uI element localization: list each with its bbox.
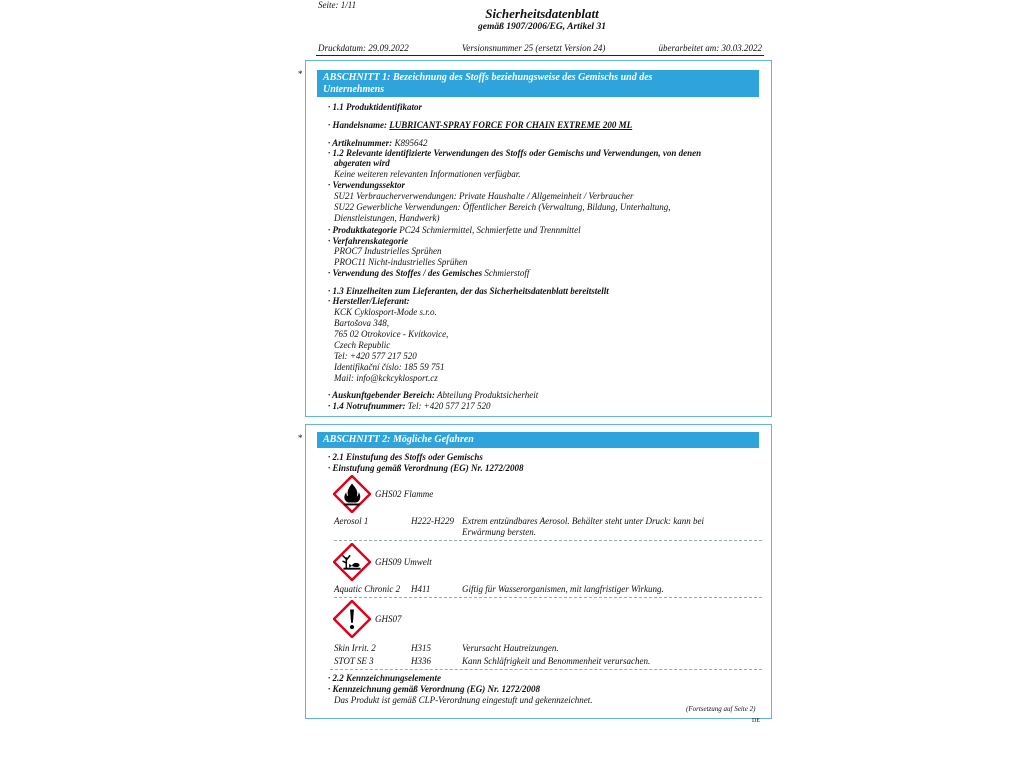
section-1-heading-line1: ABSCHNITT 1: Bezeichnung des Stoffs beziehungsweise des Gemischs und des	[323, 72, 653, 83]
aerosol-class: Aerosol 1	[334, 516, 369, 526]
trade-name-row	[328, 120, 632, 131]
use-value: Schmierstoff	[484, 268, 530, 278]
ghs02-label: GHS02 Flamme	[375, 489, 434, 499]
divider	[330, 669, 762, 670]
su22-line1: SU22 Gewerbliche Verwendungen: Öffentlicher Bereich (Verwaltung, Bildung, Unterhaltung,	[334, 202, 671, 212]
subsection-1-2-line1: · 1.2 Relevante identifizierte Verwendungen des Stoffs oder Gemischs und Verwendungen, von denen	[328, 148, 702, 158]
section-2-heading: ABSCHNITT 2: Mögliche Gefahren	[317, 432, 759, 448]
supplier-street: Bartošova 348,	[334, 318, 389, 328]
process-category-label: · Verfahrenskategorie	[328, 236, 409, 246]
subsection-2-1: · 2.1 Einstufung des Stoffs oder Gemischs	[328, 452, 483, 462]
product-category-value: PC24 Schmiermittel, Schmierfette und Trennmittel	[399, 225, 581, 235]
continued-note: (Fortsetzung auf Seite 2)	[686, 705, 756, 713]
version-number: Versionsnummer 25 (ersetzt Version 24)	[461, 43, 606, 53]
manufacturer-label: · Hersteller/Lieferant:	[328, 296, 410, 306]
use-label: · Verwendung des Stoffes / des Gemisches	[328, 268, 483, 278]
page-number: Seite: 1/11	[318, 0, 357, 10]
info-dept-row	[328, 390, 538, 401]
divider	[334, 597, 762, 598]
print-date: Druckdatum: 29.09.2022	[318, 43, 409, 53]
document-meta	[318, 43, 762, 54]
article-number-label: · Artikelnummer:	[328, 138, 393, 148]
section-1-heading-line2: Unternehmens	[323, 83, 385, 95]
skin-class: Skin Irrit. 2	[334, 643, 376, 653]
trade-name-value: LUBRICANT-SPRAY FORCE FOR CHAIN EXTREME 200 ML	[389, 120, 633, 130]
revision-date: überarbeitet am: 30.03.2022	[658, 43, 762, 53]
supplier-phone: Tel: +420 577 217 520	[334, 351, 417, 361]
flame-icon	[333, 475, 371, 513]
document-title: Sicherheitsdatenblatt	[485, 6, 599, 21]
subsection-1-1: · 1.1 Produktidentifikator	[328, 102, 423, 112]
aerosol-text-line2: Erwärmung bersten.	[462, 527, 536, 537]
subsection-2-2: · 2.2 Kennzeichnungselemente	[328, 673, 442, 683]
labelling-label: · Kennzeichnung gemäß Verordnung (EG) Nr. 1272/2008	[328, 684, 541, 694]
exclamation-icon	[333, 600, 371, 638]
emergency-row	[328, 401, 491, 412]
skin-text: Verursacht Hautreizungen.	[462, 643, 559, 653]
environment-icon	[333, 543, 371, 581]
emergency-value: Tel: +420 577 217 520	[407, 401, 491, 411]
supplier-country: Czech Republic	[334, 340, 391, 350]
aerosol-text-line1: Extrem entzündbares Aerosol. Behälter steht unter Druck: kann bei	[462, 516, 705, 526]
header-divider	[316, 55, 764, 56]
classification-label: · Einstufung gemäß Verordnung (EG) Nr. 1272/2008	[328, 463, 524, 473]
use-row	[328, 268, 529, 279]
labelling-text: Das Produkt ist gemäß CLP-Verordnung eingestuft und gekennzeichnet.	[334, 695, 593, 705]
info-dept-label: · Auskunftgebender Bereich:	[328, 390, 435, 400]
divider	[334, 540, 762, 541]
section-1-heading	[317, 70, 759, 97]
product-category-label: · Produktkategorie	[328, 225, 397, 235]
skin-code: H315	[411, 643, 431, 653]
proc7-text: PROC7 Industrielles Sprühen	[334, 246, 442, 256]
aerosol-code: H222-H229	[411, 516, 454, 526]
document-subtitle: gemäß 1907/2006/EG, Artikel 31	[478, 22, 606, 32]
article-number-value: K895642	[394, 138, 428, 148]
supplier-city: 765 02 Otrokovice - Kvítkovice,	[334, 329, 449, 339]
supplier-mail: Mail: info@kckcyklosport.cz	[334, 373, 438, 383]
stot-class: STOT SE 3	[334, 656, 374, 666]
su21-text: SU21 Verbraucherverwendungen: Private Haushalte / Allgemeinheit / Verbraucher	[334, 191, 634, 201]
ghs07-label: GHS07	[375, 614, 402, 624]
aquatic-code: H411	[411, 584, 431, 594]
emergency-label: · 1.4 Notrufnummer:	[328, 401, 406, 411]
aquatic-text: Giftig für Wasserorganismen, mit langfristiger Wirkung.	[462, 584, 664, 594]
no-info-text: Keine weiteren relevanten Informationen verfügbar.	[334, 169, 521, 179]
article-number-row	[328, 138, 427, 149]
subsection-1-2-line2: abgeraten wird	[334, 158, 390, 168]
supplier-id: Identifikační číslo: 185 59 751	[334, 362, 445, 372]
ghs09-label: GHS09 Umwelt	[375, 557, 432, 567]
su22-line2: Dienstleistungen, Handwerk)	[334, 213, 440, 223]
product-category-row	[328, 225, 581, 236]
language-code: DE	[752, 718, 760, 724]
trade-name-label: · Handelsname:	[328, 120, 388, 130]
sector-label: · Verwendungssektor	[328, 180, 406, 190]
aquatic-class: Aquatic Chronic 2	[334, 584, 401, 594]
subsection-1-3: · 1.3 Einzelheiten zum Lieferanten, der das Sicherheitsdatenblatt bereitstellt	[328, 286, 609, 296]
info-dept-value: Abteilung Produktsicherheit	[437, 390, 539, 400]
change-marker: *	[298, 69, 303, 79]
change-marker-2: *	[298, 433, 303, 443]
stot-code: H336	[411, 656, 431, 666]
proc11-text: PROC11 Nicht-industrielles Sprühen	[334, 257, 468, 267]
supplier-name: KCK Cyklosport-Mode s.r.o.	[334, 307, 437, 317]
stot-text: Kann Schläfrigkeit und Benommenheit verursachen.	[462, 656, 651, 666]
